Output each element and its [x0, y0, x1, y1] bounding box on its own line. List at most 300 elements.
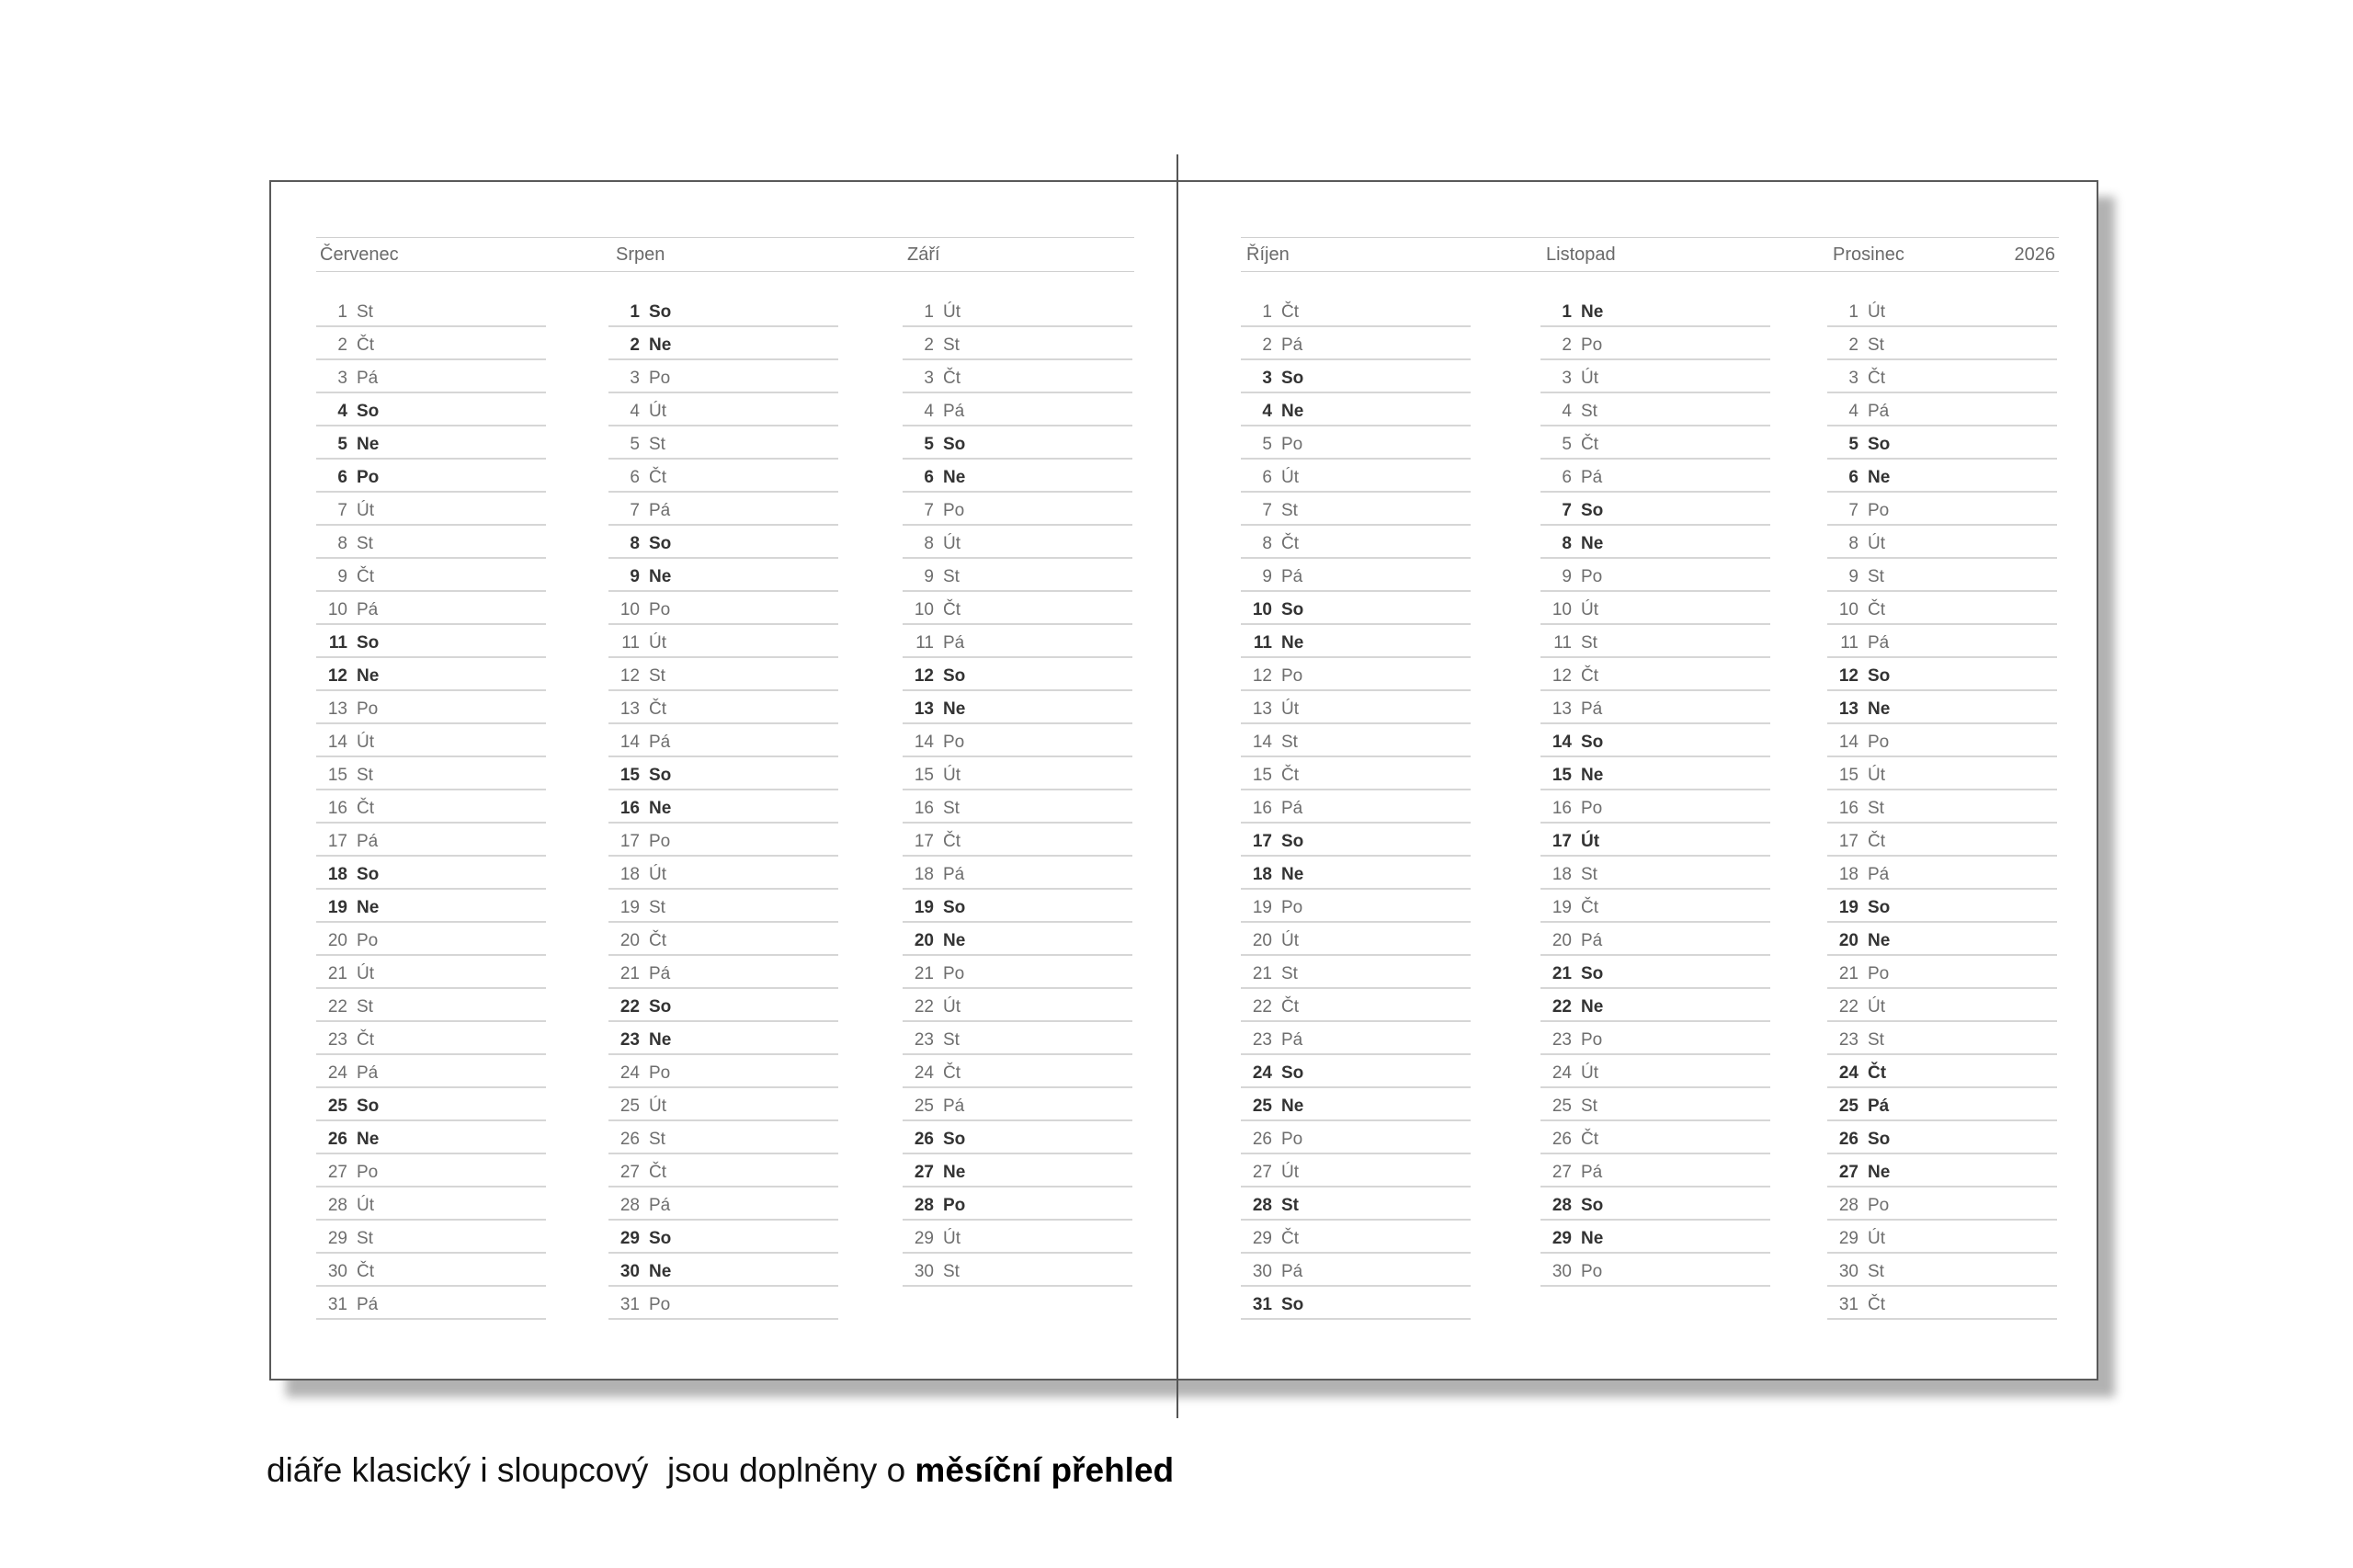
weekday-abbr: So: [1281, 1063, 1304, 1083]
weekday-abbr: Pá: [1281, 335, 1303, 355]
weekday-abbr: Čt: [1868, 1063, 1887, 1083]
day-row: [316, 857, 546, 890]
weekday-abbr: Čt: [649, 1163, 666, 1182]
weekday-abbr: Ne: [1281, 402, 1304, 421]
day-number: 22: [1838, 997, 1859, 1017]
day-row: [903, 890, 1132, 923]
day-number: 25: [914, 1096, 934, 1116]
day-row: [1241, 559, 1471, 592]
day-number: 13: [327, 699, 347, 719]
day-number: 8: [630, 534, 640, 553]
day-row: [1540, 1055, 1770, 1088]
day-number: 18: [914, 865, 934, 884]
day-row: [1241, 592, 1471, 625]
weekday-abbr: Čt: [943, 832, 961, 851]
day-number: 16: [327, 799, 347, 818]
day-row: [1241, 327, 1471, 360]
day-row: [1540, 956, 1770, 989]
weekday-abbr: Čt: [357, 1262, 374, 1281]
day-number: 5: [337, 435, 347, 454]
day-row: [1241, 658, 1471, 691]
weekday-abbr: Út: [1581, 600, 1598, 619]
day-row: [316, 393, 546, 426]
day-number: 28: [1838, 1196, 1859, 1215]
day-row: [1241, 724, 1471, 757]
caption-bold: měsíční přehled: [915, 1451, 1175, 1489]
weekday-abbr: Čt: [357, 1030, 374, 1050]
weekday-abbr: So: [1281, 832, 1304, 851]
day-number: 25: [620, 1096, 640, 1116]
day-row: [1827, 360, 2057, 393]
day-number: 1: [337, 302, 347, 322]
day-row: [903, 923, 1132, 956]
day-number: 12: [327, 666, 347, 686]
day-row: [608, 1055, 838, 1088]
weekday-abbr: St: [1281, 733, 1298, 752]
day-row: [316, 824, 546, 857]
weekday-abbr: So: [649, 766, 672, 785]
day-row: [608, 327, 838, 360]
weekday-abbr: Pá: [943, 1096, 965, 1116]
weekday-abbr: Čt: [1868, 369, 1885, 388]
day-row: [903, 658, 1132, 691]
day-number: 28: [620, 1196, 640, 1215]
day-row: [1241, 426, 1471, 460]
day-number: 1: [630, 302, 640, 322]
weekday-abbr: Út: [649, 865, 666, 884]
weekday-abbr: Ne: [649, 799, 672, 818]
day-row: [1241, 1088, 1471, 1121]
day-row: [316, 691, 546, 724]
day-row: [608, 989, 838, 1022]
day-row: [1540, 1022, 1770, 1055]
day-row: [608, 691, 838, 724]
weekday-abbr: Čt: [1868, 832, 1885, 851]
left-page-header-rule: [316, 237, 1134, 272]
day-number: 31: [1252, 1295, 1272, 1314]
day-row: [1540, 426, 1770, 460]
weekday-abbr: Út: [649, 1096, 666, 1116]
day-number: 13: [914, 699, 934, 719]
day-row: [316, 426, 546, 460]
weekday-abbr: So: [357, 402, 380, 421]
day-number: 21: [327, 964, 347, 983]
day-number: 14: [914, 733, 934, 752]
day-number: 12: [1838, 666, 1859, 686]
day-number: 19: [914, 898, 934, 917]
day-number: 9: [1562, 567, 1572, 586]
day-number: 9: [924, 567, 934, 586]
weekday-abbr: Čt: [649, 699, 666, 719]
weekday-abbr: St: [1868, 1262, 1884, 1281]
day-number: 13: [1552, 699, 1572, 719]
day-row: [1241, 1154, 1471, 1187]
weekday-abbr: Pá: [1581, 1163, 1603, 1182]
weekday-abbr: Čt: [649, 931, 666, 950]
day-number: 11: [1553, 633, 1572, 653]
weekday-abbr: St: [357, 1229, 373, 1248]
day-row: [1241, 294, 1471, 327]
weekday-abbr: So: [1868, 435, 1891, 454]
day-number: 3: [924, 369, 934, 388]
day-number: 24: [1252, 1063, 1272, 1083]
month-days-zari: [903, 294, 1132, 1287]
weekday-abbr: Pá: [1581, 699, 1603, 719]
day-number: 7: [924, 501, 934, 520]
day-row: [316, 724, 546, 757]
weekday-abbr: Út: [943, 997, 961, 1017]
day-row: [1827, 857, 2057, 890]
day-row: [1540, 857, 1770, 890]
day-row: [903, 1221, 1132, 1254]
day-number: 16: [1838, 799, 1859, 818]
day-row: [316, 890, 546, 923]
day-number: 20: [914, 931, 934, 950]
weekday-abbr: Út: [1281, 468, 1299, 487]
day-number: 2: [924, 335, 934, 355]
caption-text: diáře klasický i sloupcový jsou doplněny o: [267, 1451, 915, 1489]
weekday-abbr: Po: [357, 931, 379, 950]
day-row: [903, 857, 1132, 890]
day-row: [903, 360, 1132, 393]
day-row: [1827, 327, 2057, 360]
day-number: 11: [621, 633, 640, 653]
weekday-abbr: St: [649, 435, 665, 454]
weekday-abbr: Po: [1581, 1262, 1603, 1281]
day-row: [608, 890, 838, 923]
day-row: [608, 1121, 838, 1154]
day-number: 9: [630, 567, 640, 586]
day-number: 18: [620, 865, 640, 884]
day-number: 28: [1552, 1196, 1572, 1215]
day-row: [1827, 625, 2057, 658]
weekday-abbr: Ne: [1281, 1096, 1304, 1116]
day-number: 19: [620, 898, 640, 917]
day-row: [1540, 790, 1770, 824]
weekday-abbr: Pá: [1281, 567, 1303, 586]
day-row: [1241, 1287, 1471, 1320]
day-number: 3: [1848, 369, 1859, 388]
day-number: 27: [914, 1163, 934, 1182]
weekday-abbr: Po: [943, 501, 965, 520]
day-row: [1241, 790, 1471, 824]
day-row: [1540, 460, 1770, 493]
day-row: [1827, 824, 2057, 857]
day-row: [1827, 493, 2057, 526]
day-row: [1241, 691, 1471, 724]
day-number: 31: [620, 1295, 640, 1314]
day-row: [1540, 1254, 1770, 1287]
weekday-abbr: Pá: [943, 865, 965, 884]
page-fold-line: [1176, 154, 1178, 1418]
weekday-abbr: St: [357, 766, 373, 785]
month-days-listopad: [1540, 294, 1770, 1287]
day-number: 18: [1252, 865, 1272, 884]
day-number: 8: [1848, 534, 1859, 553]
day-row: [608, 1187, 838, 1221]
day-number: 3: [337, 369, 347, 388]
day-row: [1827, 526, 2057, 559]
day-row: [1241, 757, 1471, 790]
day-number: 30: [327, 1262, 347, 1281]
day-number: 25: [1252, 1096, 1272, 1116]
day-number: 18: [327, 865, 347, 884]
day-number: 23: [1552, 1030, 1572, 1050]
day-row: [903, 1121, 1132, 1154]
day-number: 5: [630, 435, 640, 454]
weekday-abbr: St: [1868, 335, 1884, 355]
weekday-abbr: So: [1281, 369, 1304, 388]
day-row: [316, 1221, 546, 1254]
day-number: 17: [1838, 832, 1859, 851]
month-title-listopad: Listopad: [1546, 244, 1616, 265]
weekday-abbr: Po: [649, 1295, 671, 1314]
month-days-srpen: [608, 294, 838, 1320]
day-row: [1827, 1121, 2057, 1154]
day-number: 2: [337, 335, 347, 355]
weekday-abbr: Út: [943, 302, 961, 322]
day-row: [316, 1055, 546, 1088]
day-row: [1827, 890, 2057, 923]
weekday-abbr: Pá: [1581, 468, 1603, 487]
day-number: 1: [1848, 302, 1859, 322]
day-row: [316, 923, 546, 956]
weekday-abbr: Po: [1281, 1130, 1303, 1149]
day-number: 3: [630, 369, 640, 388]
day-row: [608, 824, 838, 857]
day-row: [903, 757, 1132, 790]
weekday-abbr: Po: [1868, 964, 1890, 983]
day-number: 5: [1848, 435, 1859, 454]
month-title-cervenec: Červenec: [320, 244, 399, 265]
day-row: [1540, 1221, 1770, 1254]
weekday-abbr: St: [1581, 865, 1597, 884]
weekday-abbr: Út: [1868, 534, 1885, 553]
weekday-abbr: Po: [357, 699, 379, 719]
day-row: [1241, 857, 1471, 890]
day-row: [608, 426, 838, 460]
day-number: 4: [337, 402, 347, 421]
weekday-abbr: Út: [1281, 1163, 1299, 1182]
day-row: [1827, 790, 2057, 824]
day-number: 22: [914, 997, 934, 1017]
weekday-abbr: Út: [943, 534, 961, 553]
weekday-abbr: Út: [1281, 699, 1299, 719]
weekday-abbr: Út: [357, 501, 374, 520]
day-number: 1: [924, 302, 934, 322]
weekday-abbr: Pá: [357, 369, 379, 388]
day-row: [1827, 1022, 2057, 1055]
weekday-abbr: Ne: [1581, 997, 1604, 1017]
day-number: 5: [924, 435, 934, 454]
day-number: 19: [1552, 898, 1572, 917]
weekday-abbr: Čt: [1281, 1229, 1299, 1248]
day-row: [1540, 526, 1770, 559]
weekday-abbr: So: [357, 1096, 380, 1116]
weekday-abbr: So: [943, 435, 966, 454]
day-number: 26: [327, 1130, 347, 1149]
weekday-abbr: Pá: [1581, 931, 1603, 950]
weekday-abbr: So: [649, 997, 672, 1017]
day-row: [608, 790, 838, 824]
day-number: 2: [1562, 335, 1572, 355]
day-row: [316, 625, 546, 658]
day-row: [1540, 327, 1770, 360]
weekday-abbr: Ne: [1281, 633, 1304, 653]
weekday-abbr: Ne: [1581, 766, 1604, 785]
day-number: 28: [1252, 1196, 1272, 1215]
day-number: 26: [1252, 1130, 1272, 1149]
weekday-abbr: St: [943, 799, 960, 818]
day-row: [608, 724, 838, 757]
day-row: [316, 460, 546, 493]
day-number: 27: [1838, 1163, 1859, 1182]
day-number: 13: [1838, 699, 1859, 719]
month-title-srpen: Srpen: [616, 244, 665, 265]
weekday-abbr: Ne: [1868, 931, 1891, 950]
day-row: [608, 923, 838, 956]
weekday-abbr: So: [1581, 1196, 1604, 1215]
day-number: 6: [1262, 468, 1272, 487]
day-number: 9: [1262, 567, 1272, 586]
day-row: [316, 989, 546, 1022]
day-row: [903, 460, 1132, 493]
day-number: 6: [1848, 468, 1859, 487]
weekday-abbr: So: [1581, 501, 1604, 520]
day-number: 18: [1838, 865, 1859, 884]
day-number: 5: [1262, 435, 1272, 454]
day-row: [1241, 890, 1471, 923]
day-row: [316, 526, 546, 559]
day-number: 29: [327, 1229, 347, 1248]
day-row: [1827, 956, 2057, 989]
day-number: 7: [1562, 501, 1572, 520]
day-row: [608, 658, 838, 691]
weekday-abbr: Čt: [1581, 1130, 1598, 1149]
day-number: 17: [1252, 832, 1272, 851]
day-number: 13: [620, 699, 640, 719]
day-number: 19: [1838, 898, 1859, 917]
day-number: 9: [337, 567, 347, 586]
weekday-abbr: So: [649, 302, 672, 322]
day-number: 23: [1252, 1030, 1272, 1050]
weekday-abbr: Čt: [943, 600, 961, 619]
day-number: 27: [620, 1163, 640, 1182]
weekday-abbr: St: [1868, 1030, 1884, 1050]
day-row: [1241, 989, 1471, 1022]
day-number: 3: [1262, 369, 1272, 388]
weekday-abbr: Čt: [1281, 302, 1299, 322]
weekday-abbr: St: [1581, 402, 1597, 421]
day-number: 10: [914, 600, 934, 619]
weekday-abbr: St: [1281, 501, 1298, 520]
day-row: [1827, 426, 2057, 460]
day-number: 21: [620, 964, 640, 983]
weekday-abbr: St: [1281, 1196, 1299, 1215]
day-number: 23: [620, 1030, 640, 1050]
weekday-abbr: Út: [1868, 1229, 1885, 1248]
weekday-abbr: Po: [1581, 1030, 1603, 1050]
weekday-abbr: So: [1868, 898, 1891, 917]
day-number: 26: [914, 1130, 934, 1149]
day-number: 26: [620, 1130, 640, 1149]
day-row: [903, 1187, 1132, 1221]
day-number: 7: [1848, 501, 1859, 520]
weekday-abbr: Po: [1868, 733, 1890, 752]
day-row: [903, 724, 1132, 757]
day-row: [1241, 393, 1471, 426]
day-row: [1540, 890, 1770, 923]
day-number: 4: [1848, 402, 1859, 421]
day-row: [1241, 625, 1471, 658]
day-row: [1827, 1287, 2057, 1320]
day-number: 27: [327, 1163, 347, 1182]
day-row: [1241, 1022, 1471, 1055]
day-number: 7: [630, 501, 640, 520]
day-row: [316, 1121, 546, 1154]
day-number: 19: [1252, 898, 1272, 917]
day-number: 27: [1252, 1163, 1272, 1182]
day-row: [903, 1022, 1132, 1055]
weekday-abbr: Po: [1281, 435, 1303, 454]
day-row: [1241, 824, 1471, 857]
weekday-abbr: Pá: [1868, 1096, 1890, 1116]
day-row: [903, 790, 1132, 824]
day-number: 17: [914, 832, 934, 851]
day-number: 15: [1838, 766, 1859, 785]
day-row: [316, 1287, 546, 1320]
day-row: [903, 1055, 1132, 1088]
day-number: 12: [1252, 666, 1272, 686]
day-row: [903, 956, 1132, 989]
day-row: [1827, 724, 2057, 757]
weekday-abbr: So: [943, 666, 966, 686]
day-row: [1827, 559, 2057, 592]
day-number: 8: [1562, 534, 1572, 553]
weekday-abbr: So: [357, 865, 380, 884]
weekday-abbr: Po: [1281, 666, 1303, 686]
weekday-abbr: Út: [1868, 997, 1885, 1017]
weekday-abbr: Út: [1581, 369, 1598, 388]
day-row: [1827, 658, 2057, 691]
weekday-abbr: Čt: [357, 567, 374, 586]
day-row: [1827, 1055, 2057, 1088]
day-row: [1827, 1254, 2057, 1287]
weekday-abbr: Po: [1281, 898, 1303, 917]
weekday-abbr: Út: [1281, 931, 1299, 950]
day-row: [1540, 989, 1770, 1022]
day-row: [608, 1022, 838, 1055]
day-row: [1241, 1121, 1471, 1154]
day-row: [1827, 393, 2057, 426]
day-number: 10: [620, 600, 640, 619]
weekday-abbr: Čt: [1868, 600, 1885, 619]
weekday-abbr: St: [943, 1262, 960, 1281]
weekday-abbr: Ne: [943, 699, 966, 719]
day-number: 1: [1262, 302, 1272, 322]
weekday-abbr: Út: [1581, 832, 1600, 851]
day-row: [1540, 824, 1770, 857]
day-row: [608, 526, 838, 559]
day-number: 17: [327, 832, 347, 851]
weekday-abbr: So: [1868, 1130, 1891, 1149]
day-row: [1540, 360, 1770, 393]
weekday-abbr: Po: [1868, 1196, 1890, 1215]
weekday-abbr: Pá: [357, 600, 379, 619]
weekday-abbr: Čt: [1581, 666, 1598, 686]
weekday-abbr: Út: [357, 1196, 374, 1215]
weekday-abbr: Čt: [1868, 1295, 1885, 1314]
